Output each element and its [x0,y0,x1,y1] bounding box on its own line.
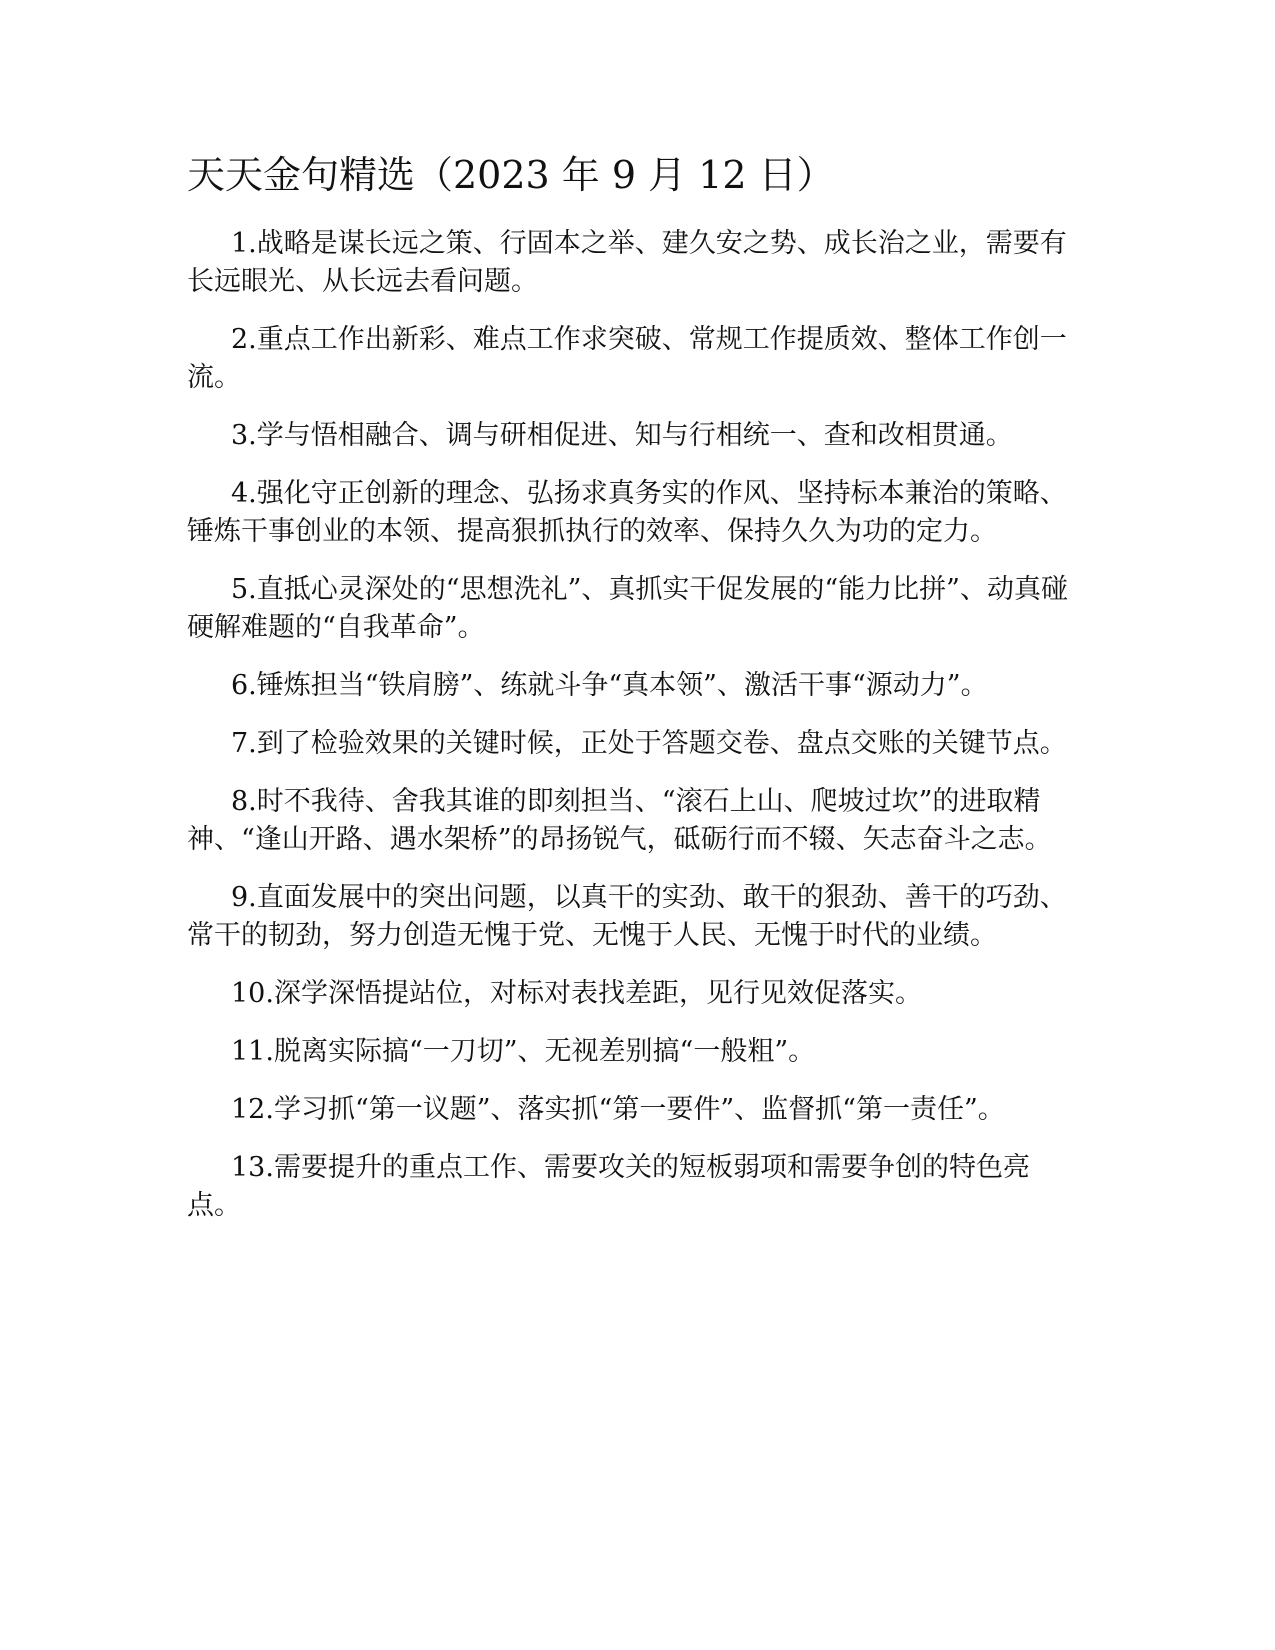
paragraph-5: 5.直抵心灵深处的“思想洗礼”、真抓实干促发展的“能力比拼”、动真碰硬解难题的“自我革命”。 [187,574,1068,643]
paragraph-10: 10.深学深悟提站位，对标对表找差距，见行见效促落实。 [231,978,922,1009]
paragraph-4: 4.强化守正创新的理念、弘扬求真务实的作风、坚持标本兼治的策略、锤炼干事创业的本领、提高狠抓执行的效率、保持久久为功的定力。 [187,478,1067,547]
paragraph-1: 1.战略是谋长远之策、行固本之举、建久安之势、成长治之业，需要有长远眼光、从长远去看问题。 [187,228,1067,297]
paragraph-13: 13.需要提升的重点工作、需要攻关的短板弱项和需要争创的特色亮点。 [187,1152,1030,1221]
paragraph-6: 6.锤炼担当“铁肩膀”、练就斗争“真本领”、激活干事“源动力”。 [231,670,988,701]
paragraph-12: 12.学习抓“第一议题”、落实抓“第一要件”、监督抓“第一责任”。 [231,1094,1005,1125]
document-body [187,225,1082,1245]
paragraph-3: 3.学与悟相融合、调与研相促进、知与行相统一、查和改相贯通。 [231,420,1013,451]
paragraph-11: 11.脱离实际搞“一刀切”、无视差别搞“一般粗”。 [231,1036,816,1067]
document-title: 天天金句精选（2023 年 9 月 12 日） [187,153,835,197]
paragraph-8: 8.时不我待、舍我其谁的即刻担当、“滚石上山、爬坡过坎”的进取精神、“逢山开路、遇水架桥”的昂扬锐气，砥砺行而不辍、矢志奋斗之志。 [187,786,1052,855]
paragraph-7: 7.到了检验效果的关键时候，正处于答题交卷、盘点交账的关键节点。 [231,728,1067,759]
paragraph-9: 9.直面发展中的突出问题，以真干的实劲、敢干的狠劲、善干的巧劲、常干的韧劲，努力创造无愧于党、无愧于人民、无愧于时代的业绩。 [187,882,1067,951]
paragraph-2: 2.重点工作出新彩、难点工作求突破、常规工作提质效、整体工作创一流。 [187,324,1067,393]
